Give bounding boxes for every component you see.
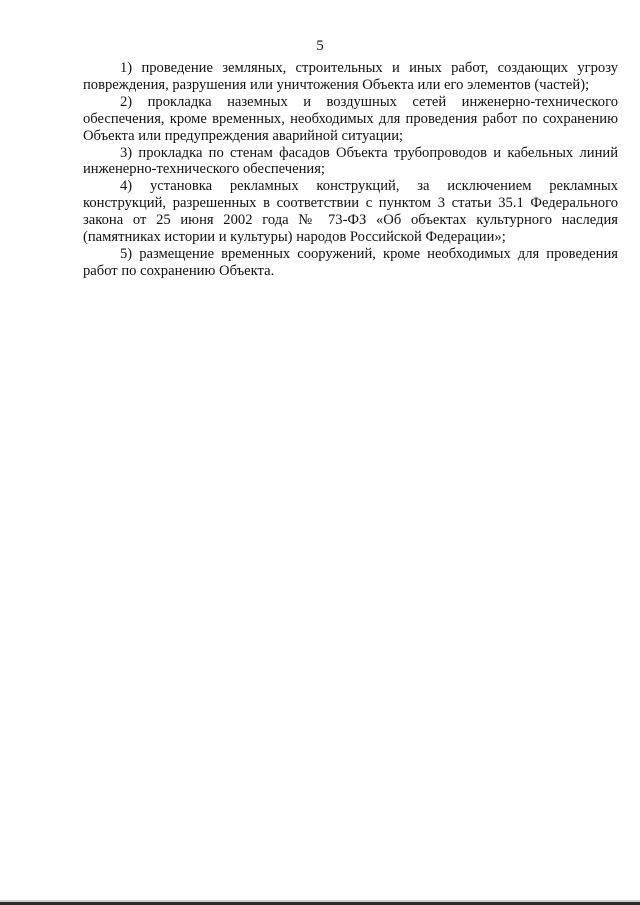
list-item: 5) размещение временных сооружений, кроме необходимых для проведения работ по сохранению Объекта. (83, 245, 618, 279)
page-number: 5 (316, 38, 324, 54)
list-item: 1) проведение земляных, строительных и иных работ, создающих угрозу повреждения, разрушения или уничтожения Объекта или его элементов (частей); (83, 60, 618, 93)
list-item: 4) установка рекламных конструкций, за исключением рекламных конструкций, разрешенных в соответствии с пунктом 3 статьи 35.1 Федерального закона от 25 июня 2002 года № 73-ФЗ «Об объектах культурного наследия (памятниках истории и культуры) народов Российской Федерации»; (83, 178, 618, 246)
list-item: 2) прокладка наземных и воздушных сетей инженерно-технического обеспечения, кроме временных, необходимых для проведения работ по сохранению Объекта или предупреждения аварийной ситуации; (83, 93, 618, 144)
list-item: 3) прокладка по стенам фасадов Объекта трубопроводов и кабельных линий инженерно-технического обеспечения; (83, 144, 618, 178)
document-body (83, 60, 618, 280)
